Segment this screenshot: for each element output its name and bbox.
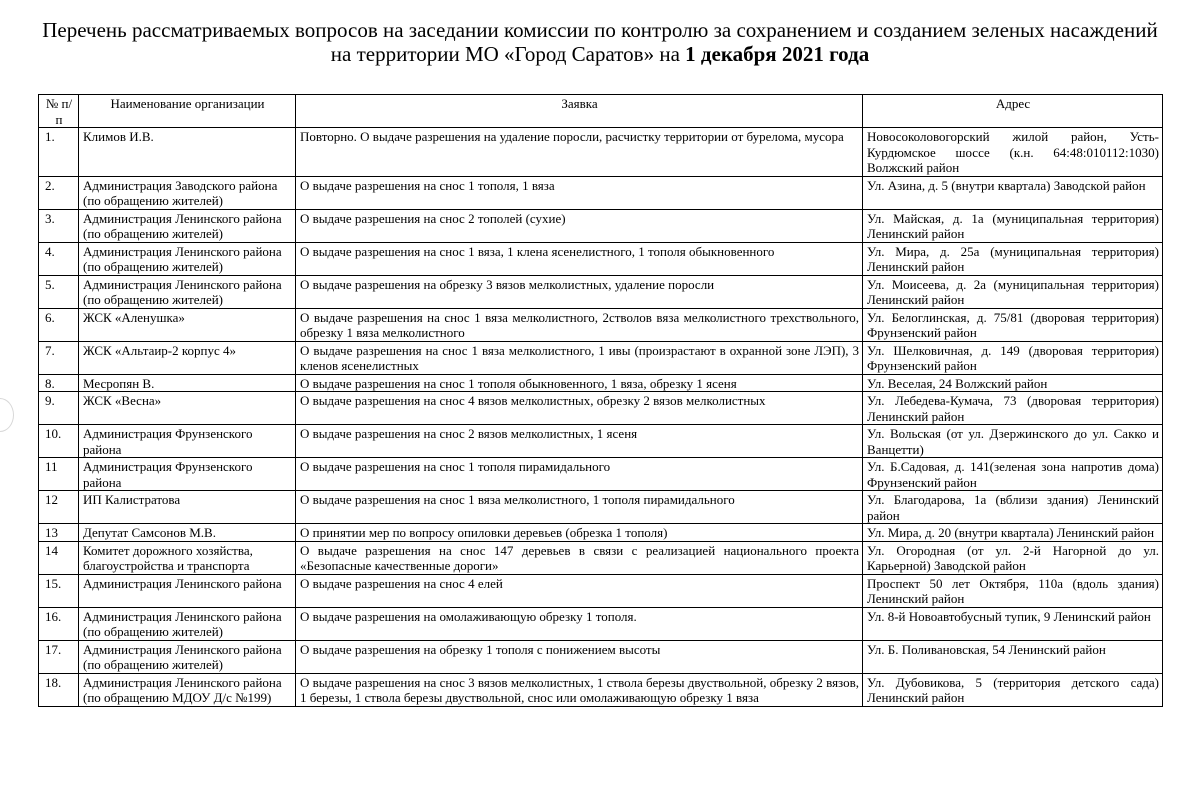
cell-address: Новосоколовогорский жилой район, Усть-Курдюмское шоссе (к.н. 64:48:010112:1030) Волжский район — [863, 128, 1163, 177]
cell-org: Администрация Ленинского района (по обращению жителей) — [79, 209, 296, 242]
cell-num: 15. — [39, 574, 79, 607]
table-row — [39, 242, 1163, 275]
cell-request: О выдаче разрешения на снос 1 вяза мелколистного, 1 ивы (произрастают в охранной зоне ЛЭП), 3 кленов ясенелистных — [296, 341, 863, 374]
cell-num: 9. — [39, 392, 79, 425]
table-row — [39, 640, 1163, 673]
cell-org: ЖСК «Альтаир-2 корпус 4» — [79, 341, 296, 374]
cell-num: 6. — [39, 308, 79, 341]
cell-request: О выдаче разрешения на снос 4 елей — [296, 574, 863, 607]
cell-org: Администрация Ленинского района — [79, 574, 296, 607]
cell-request: О выдаче разрешения на снос 1 тополя, 1 вяза — [296, 176, 863, 209]
cell-num: 1. — [39, 128, 79, 177]
cell-address: Ул. Б. Поливановская, 54 Ленинский район — [863, 640, 1163, 673]
cell-request: О выдаче разрешения на снос 1 вяза, 1 клена ясенелистного, 1 тополя обыкновенного — [296, 242, 863, 275]
cell-org: Депутат Самсонов М.В. — [79, 524, 296, 542]
cell-address: Ул. Вольская (от ул. Дзержинского до ул. Сакко и Ванцетти) — [863, 425, 1163, 458]
cell-org: Администрация Ленинского района (по обращению жителей) — [79, 607, 296, 640]
cell-org: Комитет дорожного хозяйства, благоустройства и транспорта — [79, 541, 296, 574]
cell-address: Ул. Моисеева, д. 2а (муниципальная территория) Ленинский район — [863, 275, 1163, 308]
cell-request: О выдаче разрешения на снос 2 тополей (сухие) — [296, 209, 863, 242]
cell-org: ИП Калистратова — [79, 491, 296, 524]
header-num: № п/п — [39, 95, 79, 128]
cell-num: 8. — [39, 374, 79, 392]
cell-request: Повторно. О выдаче разрешения на удаление поросли, расчистку территории от бурелома, мусора — [296, 128, 863, 177]
cell-request: О выдаче разрешения на снос 3 вязов мелколистных, 1 ствола березы двуствольной, обрезку 2 вязов, 1 березы, 1 ствола березы двуствольной, снос или омолаживающую обрезку 1 вяза — [296, 673, 863, 706]
table-row — [39, 392, 1163, 425]
cell-org: ЖСК «Аленушка» — [79, 308, 296, 341]
cell-address: Ул. Б.Садовая, д. 141(зеленая зона напротив дома) Фрунзенский район — [863, 458, 1163, 491]
cell-num: 13 — [39, 524, 79, 542]
table-row — [39, 458, 1163, 491]
cell-request: О выдаче разрешения на снос 147 деревьев в связи с реализацией национального проекта «Безопасные качественные дороги» — [296, 541, 863, 574]
table-header-row — [39, 95, 1163, 128]
cell-num: 4. — [39, 242, 79, 275]
cell-num: 14 — [39, 541, 79, 574]
scroll-handle[interactable] — [0, 398, 14, 432]
cell-num: 2. — [39, 176, 79, 209]
cell-num: 18. — [39, 673, 79, 706]
table-row — [39, 275, 1163, 308]
cell-num: 3. — [39, 209, 79, 242]
cell-request: О выдаче разрешения на снос 1 тополя обыкновенного, 1 вяза, обрезку 1 ясеня — [296, 374, 863, 392]
cell-address: Ул. Веселая, 24 Волжский район — [863, 374, 1163, 392]
table-row — [39, 491, 1163, 524]
table-row — [39, 374, 1163, 392]
cell-request: О выдаче разрешения на снос 1 вяза мелколистного, 1 тополя пирамидального — [296, 491, 863, 524]
cell-request: О выдаче разрешения на обрезку 3 вязов мелколистных, удаление поросли — [296, 275, 863, 308]
cell-num: 5. — [39, 275, 79, 308]
cell-request: О выдаче разрешения на снос 1 тополя пирамидального — [296, 458, 863, 491]
title-line-1: Перечень рассматриваемых вопросов на заседании комиссии по контролю за сохранением и созданием зеленых насаждений — [42, 18, 1158, 42]
table-row — [39, 524, 1163, 542]
cell-address: Ул. Огородная (от ул. 2-й Нагорной до ул. Карьерной) Заводской район — [863, 541, 1163, 574]
cell-address: Ул. Лебедева-Кумача, 73 (дворовая территория) Ленинский район — [863, 392, 1163, 425]
cell-address: Ул. 8-й Новоавтобусный тупик, 9 Ленинский район — [863, 607, 1163, 640]
cell-address: Проспект 50 лет Октября, 110а (вдоль здания) Ленинский район — [863, 574, 1163, 607]
cell-address: Ул. Мира, д. 25а (муниципальная территория) Ленинский район — [863, 242, 1163, 275]
cell-org: Месропян В. — [79, 374, 296, 392]
cell-org: Администрация Ленинского района (по обращению жителей) — [79, 275, 296, 308]
title-line-2 — [30, 42, 1170, 66]
cell-request: О выдаче разрешения на снос 4 вязов мелколистных, обрезку 2 вязов мелколистных — [296, 392, 863, 425]
cell-org: Администрация Ленинского района (по обращению МДОУ Д/с №199) — [79, 673, 296, 706]
cell-address: Ул. Белоглинская, д. 75/81 (дворовая территория) Фрунзенский район — [863, 308, 1163, 341]
cell-num: 16. — [39, 607, 79, 640]
cell-num: 17. — [39, 640, 79, 673]
cell-num: 7. — [39, 341, 79, 374]
table-row — [39, 176, 1163, 209]
cell-address: Ул. Майская, д. 1а (муниципальная территория) Ленинский район — [863, 209, 1163, 242]
table-row — [39, 128, 1163, 177]
requests-table — [38, 94, 1163, 707]
table-row — [39, 574, 1163, 607]
header-request: Заявка — [296, 95, 863, 128]
cell-org: Администрация Фрунзенского района — [79, 425, 296, 458]
title-date: 1 декабря 2021 года — [685, 42, 870, 66]
cell-num: 11 — [39, 458, 79, 491]
cell-org: Администрация Заводского района (по обращению жителей) — [79, 176, 296, 209]
table-row — [39, 541, 1163, 574]
cell-org: Администрация Ленинского района (по обращению жителей) — [79, 640, 296, 673]
title-line-2-prefix: на территории МО «Город Саратов» на — [330, 42, 686, 66]
table-row — [39, 607, 1163, 640]
cell-org: Климов И.В. — [79, 128, 296, 177]
table-row — [39, 341, 1163, 374]
cell-num: 10. — [39, 425, 79, 458]
cell-address: Ул. Азина, д. 5 (внутри квартала) Заводской район — [863, 176, 1163, 209]
table-row — [39, 425, 1163, 458]
cell-org: Администрация Фрунзенского района — [79, 458, 296, 491]
cell-org: ЖСК «Весна» — [79, 392, 296, 425]
table-row — [39, 673, 1163, 706]
cell-address: Ул. Мира, д. 20 (внутри квартала) Ленинский район — [863, 524, 1163, 542]
table-row — [39, 308, 1163, 341]
cell-request: О выдаче разрешения на снос 2 вязов мелколистных, 1 ясеня — [296, 425, 863, 458]
cell-request: О выдаче разрешения на снос 1 вяза мелколистного, 2стволов вяза мелколистного трехствольного, обрезку 1 вяза мелколистного — [296, 308, 863, 341]
header-address: Адрес — [863, 95, 1163, 128]
cell-address: Ул. Шелковичная, д. 149 (дворовая территория) Фрунзенский район — [863, 341, 1163, 374]
table-row — [39, 209, 1163, 242]
cell-num: 12 — [39, 491, 79, 524]
cell-org: Администрация Ленинского района (по обращению жителей) — [79, 242, 296, 275]
document-title — [30, 18, 1170, 66]
cell-request: О выдаче разрешения на обрезку 1 тополя с понижением высоты — [296, 640, 863, 673]
cell-request: О выдаче разрешения на омолаживающую обрезку 1 тополя. — [296, 607, 863, 640]
cell-address: Ул. Дубовикова, 5 (территория детского сада) Ленинский район — [863, 673, 1163, 706]
cell-request: О принятии мер по вопросу опиловки деревьев (обрезка 1 тополя) — [296, 524, 863, 542]
header-org: Наименование организации — [79, 95, 296, 128]
cell-address: Ул. Благодарова, 1а (вблизи здания) Ленинский район — [863, 491, 1163, 524]
